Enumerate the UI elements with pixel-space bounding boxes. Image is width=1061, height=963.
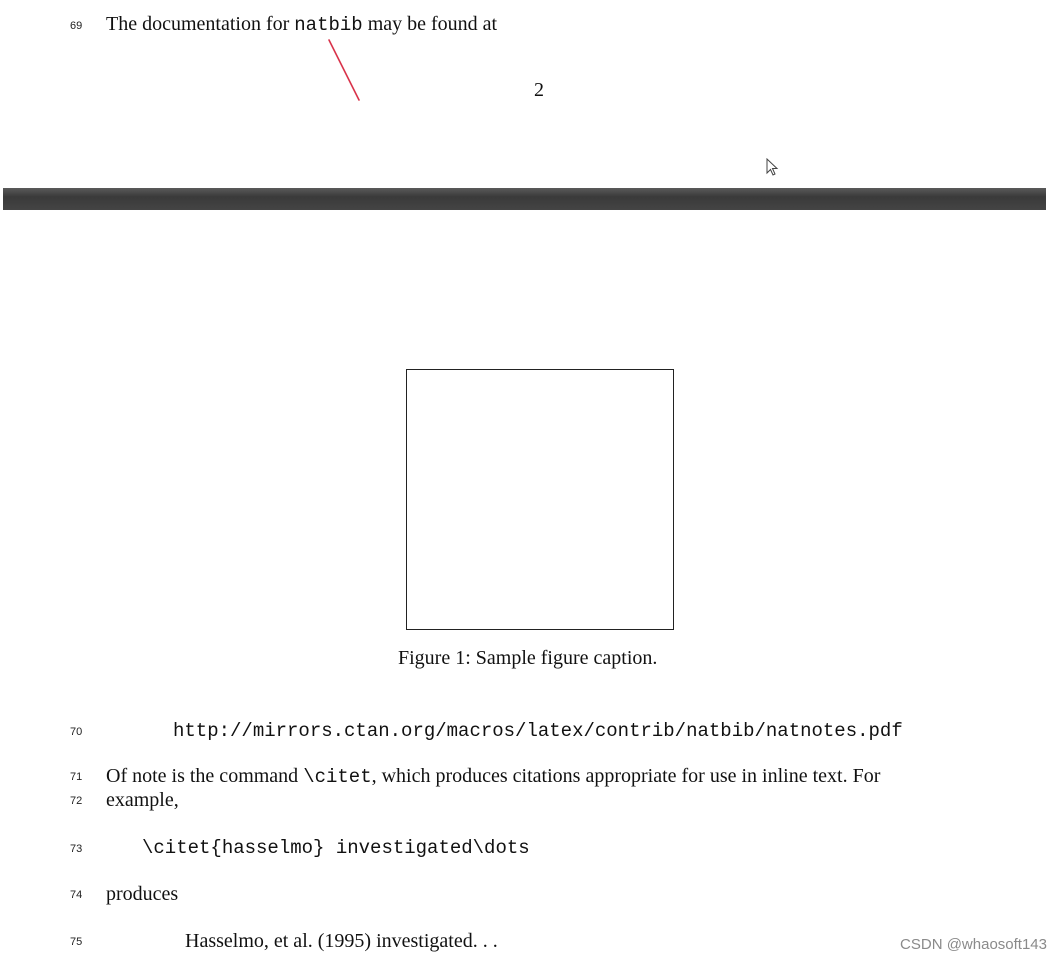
figure-caption: Figure 1: Sample figure caption.: [398, 647, 658, 669]
line-number-74: 74: [70, 889, 83, 901]
citet-example-code: \citet{hasselmo} investigated\dots: [142, 837, 530, 859]
line-71-pre: Of note is the command: [106, 765, 304, 787]
figure-placeholder-box: [406, 369, 674, 630]
annotation-stroke: [325, 38, 365, 104]
line-number-69: 69: [70, 20, 83, 32]
line-number-72: 72: [70, 795, 83, 807]
mouse-cursor-icon: [766, 158, 780, 178]
line-number-70: 70: [70, 726, 83, 738]
line-71-post: , which produces citations appropriate for use in inline text. For: [371, 765, 881, 787]
csdn-watermark: CSDN @whaosoft143: [900, 936, 1047, 953]
page-number: 2: [534, 79, 544, 101]
page-separator: [3, 188, 1046, 210]
line-71-text: [106, 764, 880, 789]
citation-output-example: Hasselmo, et al. (1995) investigated. . .: [185, 930, 498, 952]
line-number-73: 73: [70, 843, 83, 855]
line-number-71: 71: [70, 771, 83, 783]
line-69-text: [106, 12, 497, 37]
line-72-text: example,: [106, 789, 179, 811]
natbib-code: natbib: [294, 14, 363, 36]
line-number-75: 75: [70, 936, 83, 948]
line-69-pre: The documentation for: [106, 13, 295, 35]
line-69-post: may be found at: [362, 13, 498, 35]
citet-code: \citet: [303, 766, 372, 788]
line-74-text: produces: [106, 883, 179, 905]
natnotes-url[interactable]: http://mirrors.ctan.org/macros/latex/contrib/natbib/natnotes.pdf: [173, 720, 903, 742]
